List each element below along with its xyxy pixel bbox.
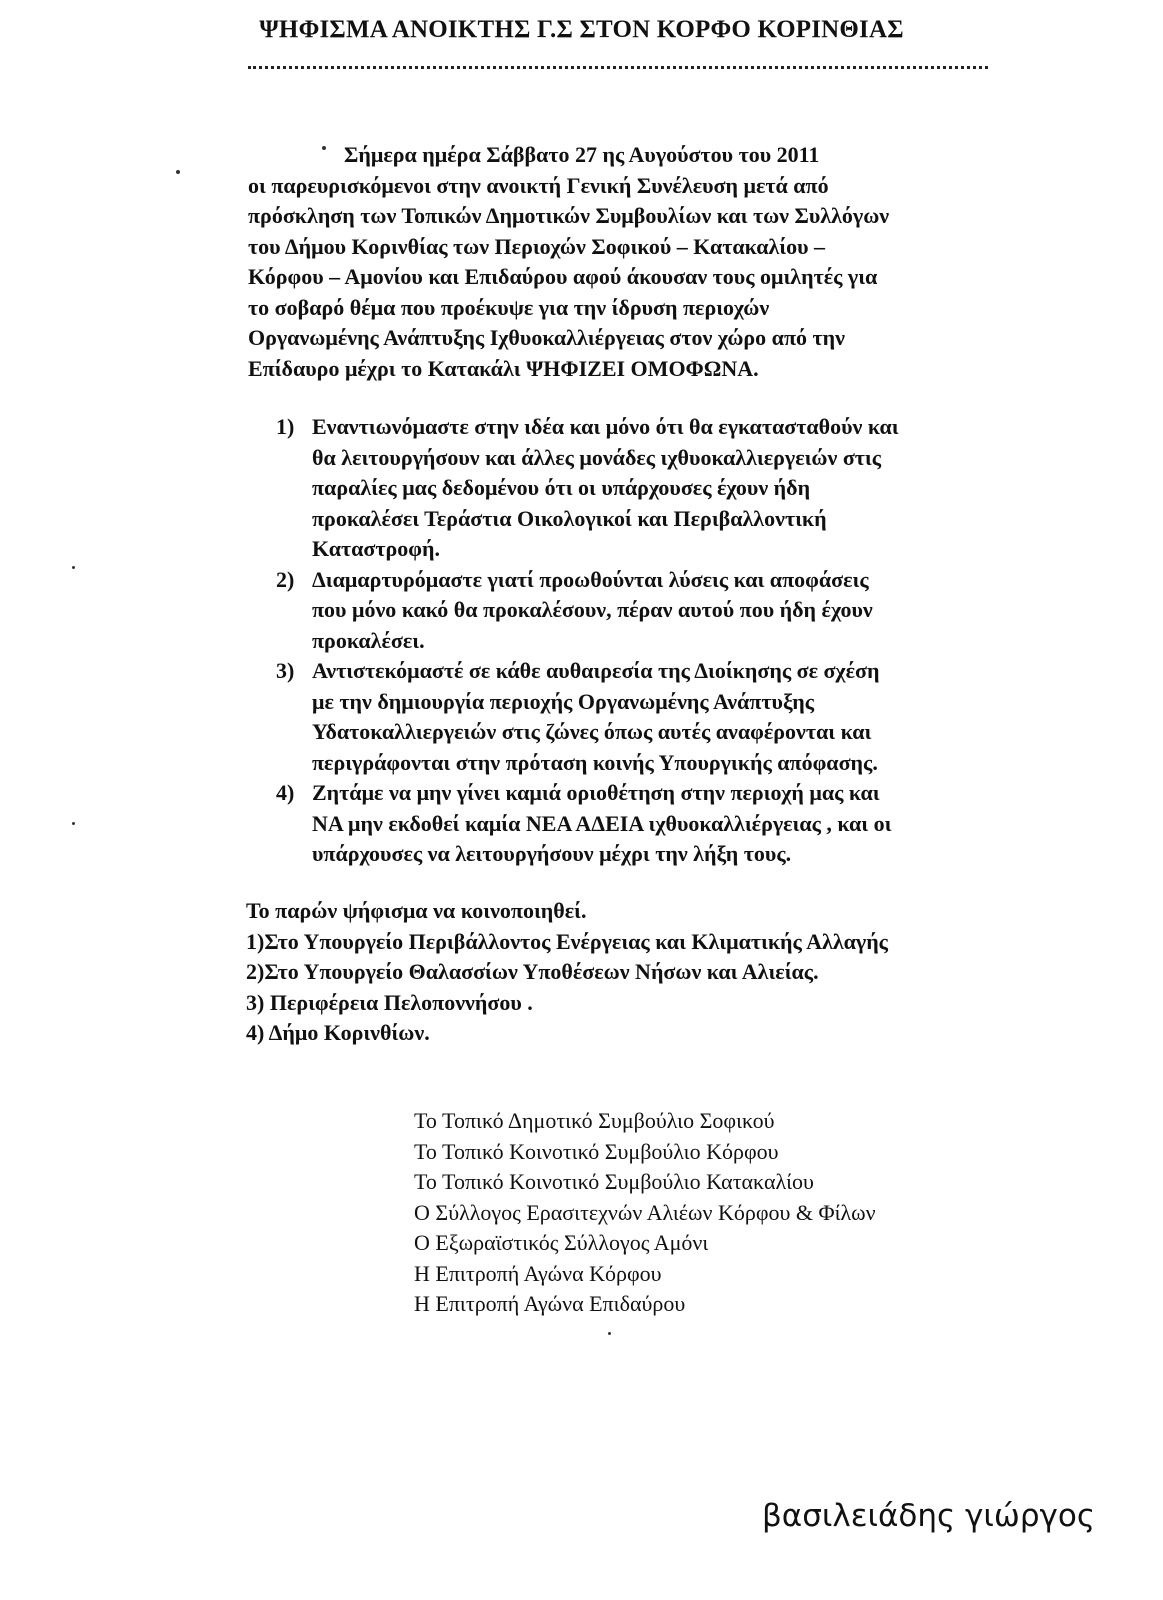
signatory: Ο Σύλλογος Ερασιτεχνών Αλιέων Κόρφου & Φίλων (414, 1199, 876, 1225)
point-line: Ζητάμε να μην γίνει καμιά οριοθέτηση στην περιοχή μας και (312, 780, 880, 805)
point-number: 1) (276, 414, 295, 439)
document-title: ΨΗΦΙΣΜΑ ΑΝΟΙΚΤΗΣ Γ.Σ ΣΤΟΝ ΚΟΡΦΟ ΚΟΡΙΝΘΙΑΣ (259, 16, 904, 43)
signatory: Το Τοπικό Δημοτικό Συμβούλιο Σοφικού (414, 1108, 775, 1133)
scan-speck (72, 822, 75, 825)
intro-line: οι παρευρισκόμενοι στην ανοικτή Γενική Συνέλευση μετά από (248, 172, 829, 198)
notification-recipient: 4) Δήμο Κορινθίων. (246, 1020, 430, 1045)
intro-line: Οργανωμένης Ανάπτυξης Ιχθυοκαλλιέργειας στον χώρο από την (248, 325, 845, 350)
notification-recipient: 1)Στο Υπουργείο Περιβάλλοντος Ενέργειας και Κλιματικής Αλλαγής (246, 928, 888, 954)
notification-recipient: 2)Στο Υπουργείο Θαλασσίων Υποθέσεων Νήσων και Αλιείας. (246, 959, 819, 984)
title-dotted-separator (248, 66, 988, 69)
point-line: Διαμαρτυρόμαστε γιατί προωθούνται λύσεις και αποφάσεις (312, 566, 869, 592)
point-line: ΝΑ μην εκδοθεί καμία ΝΕΑ ΑΔΕΙΑ ιχθυοκαλλιέργειας , και οι (312, 810, 892, 836)
point-line: που μόνο κακό θα προκαλέσουν, πέραν αυτού που ήδη έχουν (312, 597, 873, 622)
point-line: θα λειτουργήσουν και άλλες μονάδες ιχθυοκαλλιεργειών στις (312, 444, 882, 470)
point-line: παραλίες μας δεδομένου ότι οι υπάρχουσες έχουν ήδη (312, 475, 811, 500)
point-line: υπάρχουσες να λειτουργήσουν μέχρι την λήξη τους. (312, 841, 792, 866)
point-number: 2) (276, 566, 295, 592)
notification-block (246, 896, 1066, 1049)
scan-speck (322, 146, 326, 150)
scan-speck (176, 170, 180, 174)
resolution-point (276, 412, 1056, 565)
resolution-point (276, 778, 1056, 870)
signatory: Η Επιτροπή Αγώνα Κόρφου (414, 1260, 662, 1286)
author-name: βασιλειάδης γιώργος (762, 1498, 1096, 1534)
resolution-point (276, 565, 1056, 657)
intro-line: πρόσκληση των Τοπικών Δημοτικών Συμβουλίων και των Συλλόγων (248, 203, 890, 228)
signatory: Το Τοπικό Κοινοτικό Συμβούλιο Κατακαλίου (414, 1169, 814, 1194)
intro-line: του Δήμου Κορινθίας των Περιοχών Σοφικού – Κατακαλίου – (248, 233, 826, 259)
intro-paragraph (248, 140, 1048, 384)
point-line: Υδατοκαλλιεργειών στις ζώνες όπως αυτές αναφέρονται και (312, 719, 872, 744)
notification-heading: Το παρών ψήφισμα να κοινοποιηθεί. (246, 898, 587, 923)
signatory: Η Επιτροπή Αγώνα Επιδαύρου (414, 1291, 686, 1316)
intro-line: Κόρφου – Αμονίου και Επιδαύρου αφού άκουσαν τους ομιλητές για (248, 264, 878, 289)
signatories-block (414, 1106, 1054, 1320)
resolution-points-list (276, 412, 1056, 870)
resolution-point (276, 656, 1056, 778)
point-number: 4) (276, 780, 295, 805)
point-line: περιγράφονται στην πρόταση κοινής Υπουργικής απόφασης. (312, 749, 878, 775)
intro-line: το σοβαρό θέμα που προέκυψε για την ίδρυση περιοχών (248, 294, 770, 320)
notification-recipient: 3) Περιφέρεια Πελοποννήσου . (246, 989, 533, 1015)
point-line: Αντιστεκόμαστέ σε κάθε αυθαιρεσία της Διοίκησης σε σχέση (312, 658, 880, 683)
point-number: 3) (276, 658, 295, 683)
point-line: προκαλέσει Τεράστια Οικολογικοί και Περιβαλλοντική (312, 505, 827, 531)
scan-speck (608, 1332, 611, 1335)
point-line: με την δημιουργία περιοχής Οργανωμένης Ανάπτυξης (312, 688, 815, 714)
point-line: Εναντιωνόμαστε στην ιδέα και μόνο ότι θα εγκατασταθούν και (312, 414, 899, 439)
intro-line: Επίδαυρο μέχρι το Κατακάλι ΨΗΦΙΖΕΙ ΟΜΟΦΩΝΑ. (248, 355, 759, 381)
signatory: Το Τοπικό Κοινοτικό Συμβούλιο Κόρφου (414, 1138, 779, 1164)
point-line: προκαλέσει. (312, 627, 425, 653)
signatory: Ο Εξωραϊστικός Σύλλογος Αμόνι (414, 1230, 709, 1255)
intro-line: Σήμερα ημέρα Σάββατο 27 ης Αυγούστου του 2011 (344, 142, 820, 167)
scan-speck (72, 566, 75, 569)
point-line: Καταστροφή. (312, 536, 440, 561)
